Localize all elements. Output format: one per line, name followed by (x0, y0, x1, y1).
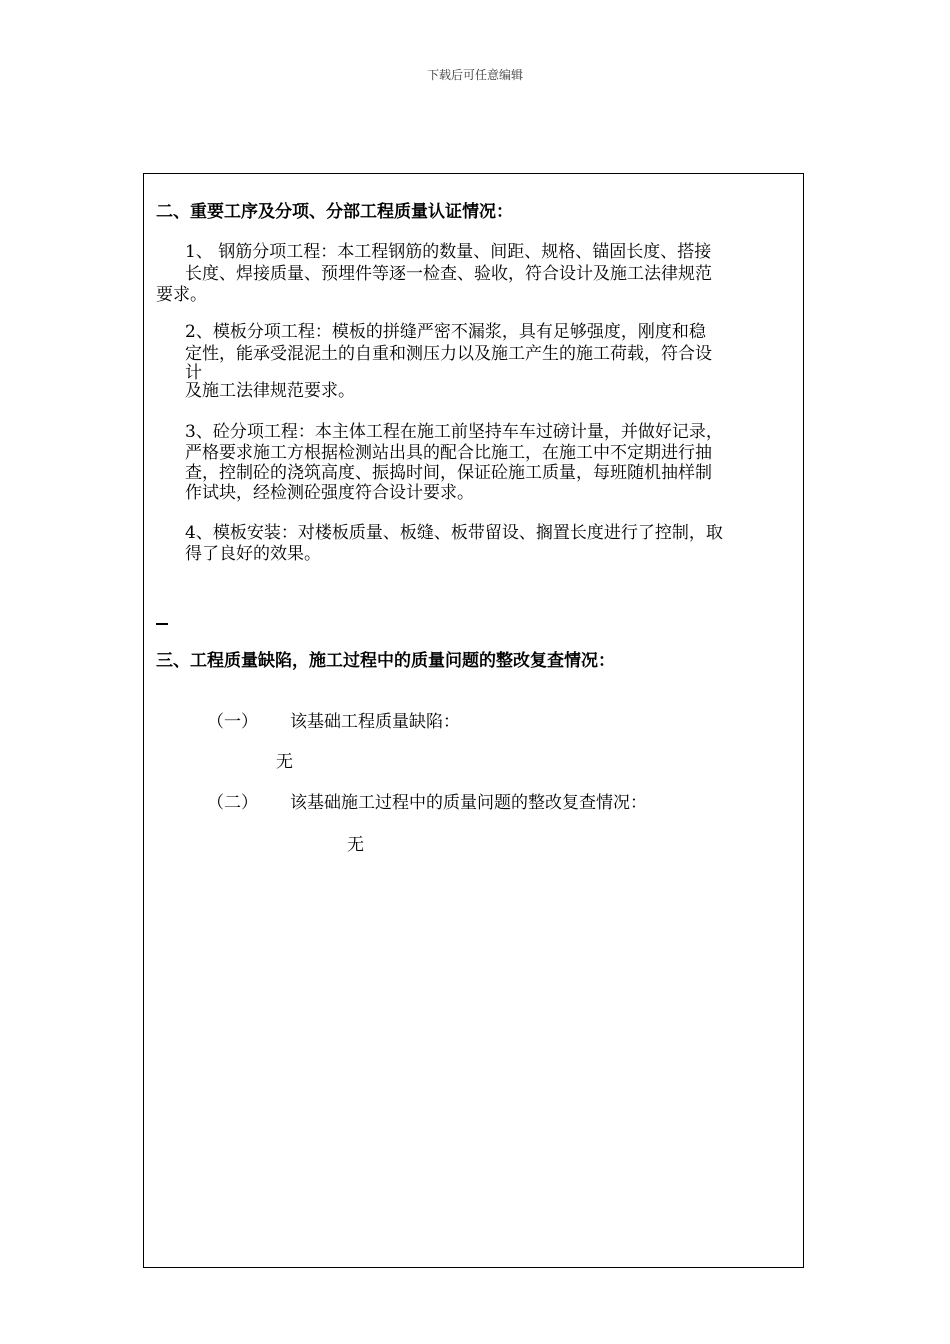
item3-line3: 查，控制砼的浇筑高度、振捣时间，保证砼施工质量，每班随机抽样制 (185, 463, 712, 483)
item3-line4: 作试块，经检测砼强度符合设计要求。 (185, 483, 474, 503)
item3-line1: 3、砼分项工程：本主体工程在施工前坚持车车过磅计量，并做好记录， (185, 422, 723, 442)
sub2-text: 该基础施工过程中的质量问题的整改复查情况： (290, 793, 647, 813)
item3-line2: 严格要求施工方根据检测站出具的配合比施工，在施工中不定期进行抽 (185, 443, 712, 463)
item2-line1: 2、模板分项工程：模板的拼缝严密不漏浆，具有足够强度，刚度和稳 (185, 322, 706, 342)
section2-heading: 二、重要工序及分项、分部工程质量认证情况： (156, 202, 513, 222)
item2-line3: 计 (185, 363, 202, 383)
dash-mark (156, 623, 168, 625)
sub2-answer: 无 (347, 835, 364, 855)
item2-line4: 及施工法律规范要求。 (185, 381, 355, 401)
sub1-text: 该基础工程质量缺陷： (290, 712, 460, 732)
item1-line2: 长度、焊接质量、预埋件等逐一检查、验收，符合设计及施工法律规范 (185, 264, 712, 284)
sub2-marker: （二） (207, 793, 258, 813)
item4-line1: 4、模板安装：对楼板质量、板缝、板带留设、搁置长度进行了控制，取 (185, 523, 723, 543)
item4-line2: 得了良好的效果。 (185, 544, 321, 564)
section3-heading: 三、工程质量缺陷，施工过程中的质量问题的整改复查情况： (156, 651, 615, 671)
sub1-marker: （一） (207, 712, 258, 732)
item1-line3: 要求。 (156, 285, 207, 305)
sub1-answer: 无 (276, 752, 293, 772)
item2-line2: 定性，能承受混泥土的自重和测压力以及施工产生的施工荷载，符合设 (185, 344, 712, 364)
item1-line1: 1、 钢筋分项工程：本工程钢筋的数量、间距、规格、锚固长度、搭接 (185, 242, 712, 262)
header-note: 下载后可任意编辑 (426, 68, 523, 82)
